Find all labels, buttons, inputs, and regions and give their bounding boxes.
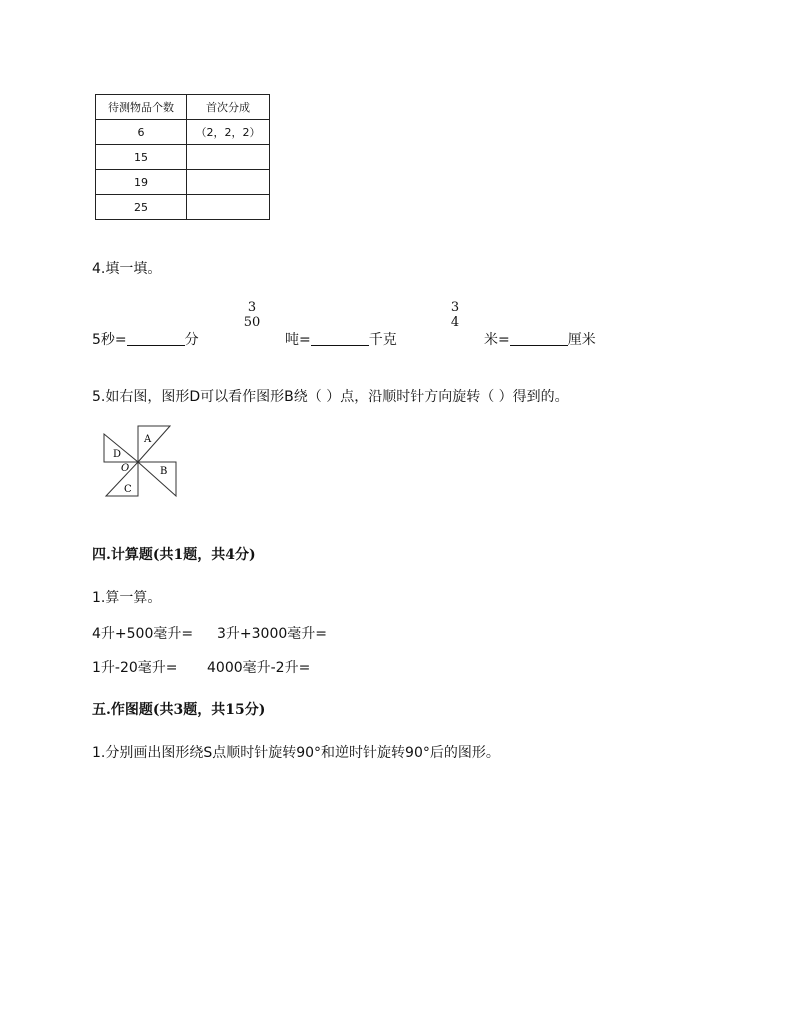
label-c: C <box>124 484 132 495</box>
fraction-numerator: 3 <box>247 300 257 315</box>
table-header-cell: 首次分成 <box>187 95 270 120</box>
grouping-table <box>95 94 270 220</box>
table-header-cell: 待测物品个数 <box>96 95 187 120</box>
answer-blank[interactable] <box>127 331 185 346</box>
item-2-prefix: 吨= <box>285 332 311 348</box>
table-cell <box>187 170 270 195</box>
fraction-denominator: 50 <box>243 315 261 330</box>
section-4-question-1-title: 1.算一算。 <box>92 590 162 606</box>
section-4-heading: 四.计算题(共1题，共4分) <box>92 547 256 563</box>
table-row <box>96 170 270 195</box>
label-a: A <box>144 434 152 445</box>
table-cell: （2，2，2） <box>187 120 270 145</box>
calc-line-1a: 4升+500毫升= <box>92 626 194 642</box>
label-b: B <box>160 466 168 477</box>
answer-blank[interactable] <box>510 331 568 346</box>
item-3-prefix: 米= <box>484 332 510 348</box>
section-5-heading: 五.作图题(共3题，共15分) <box>92 702 266 718</box>
table-cell: 25 <box>96 195 187 220</box>
pinwheel-figure <box>100 424 180 500</box>
calc-line-1b: 3升+3000毫升= <box>217 626 327 642</box>
table-row <box>96 120 270 145</box>
question-4-item-1 <box>92 329 199 349</box>
table-row <box>96 195 270 220</box>
question-4-item-2 <box>285 329 397 349</box>
table-cell <box>187 145 270 170</box>
calc-line-2b: 4000毫升-2升= <box>207 660 311 676</box>
table-row <box>96 145 270 170</box>
section-5-question-1: 1.分别画出图形绕S点顺时针旋转90°和逆时针旋转90°后的图形。 <box>92 745 500 761</box>
item-2-suffix: 千克 <box>368 332 397 348</box>
table-cell: 15 <box>96 145 187 170</box>
table-cell: 19 <box>96 170 187 195</box>
item-3-suffix: 厘米 <box>567 332 596 348</box>
item-1-suffix: 分 <box>184 332 199 348</box>
label-o: O <box>121 463 130 474</box>
fraction-numerator: 3 <box>450 300 460 315</box>
fraction-denominator: 4 <box>450 315 460 330</box>
answer-blank[interactable] <box>311 331 369 346</box>
triangle-a <box>138 426 170 462</box>
fraction-3-50 <box>240 300 264 330</box>
item-1-prefix: 5秒= <box>92 332 127 348</box>
triangle-b <box>138 462 176 496</box>
question-5-text: 5.如右图，图形D可以看作图形B绕（ ）点，沿顺时针方向旋转（ ）得到的。 <box>92 389 569 405</box>
calc-line-2a: 1升-20毫升= <box>92 660 178 676</box>
table-header-row <box>96 95 270 120</box>
label-d: D <box>113 449 122 460</box>
fraction-3-4 <box>446 300 464 330</box>
question-4-title: 4.填一填。 <box>92 261 162 277</box>
table-cell: 6 <box>96 120 187 145</box>
table-cell <box>187 195 270 220</box>
question-4-item-3 <box>484 329 596 349</box>
